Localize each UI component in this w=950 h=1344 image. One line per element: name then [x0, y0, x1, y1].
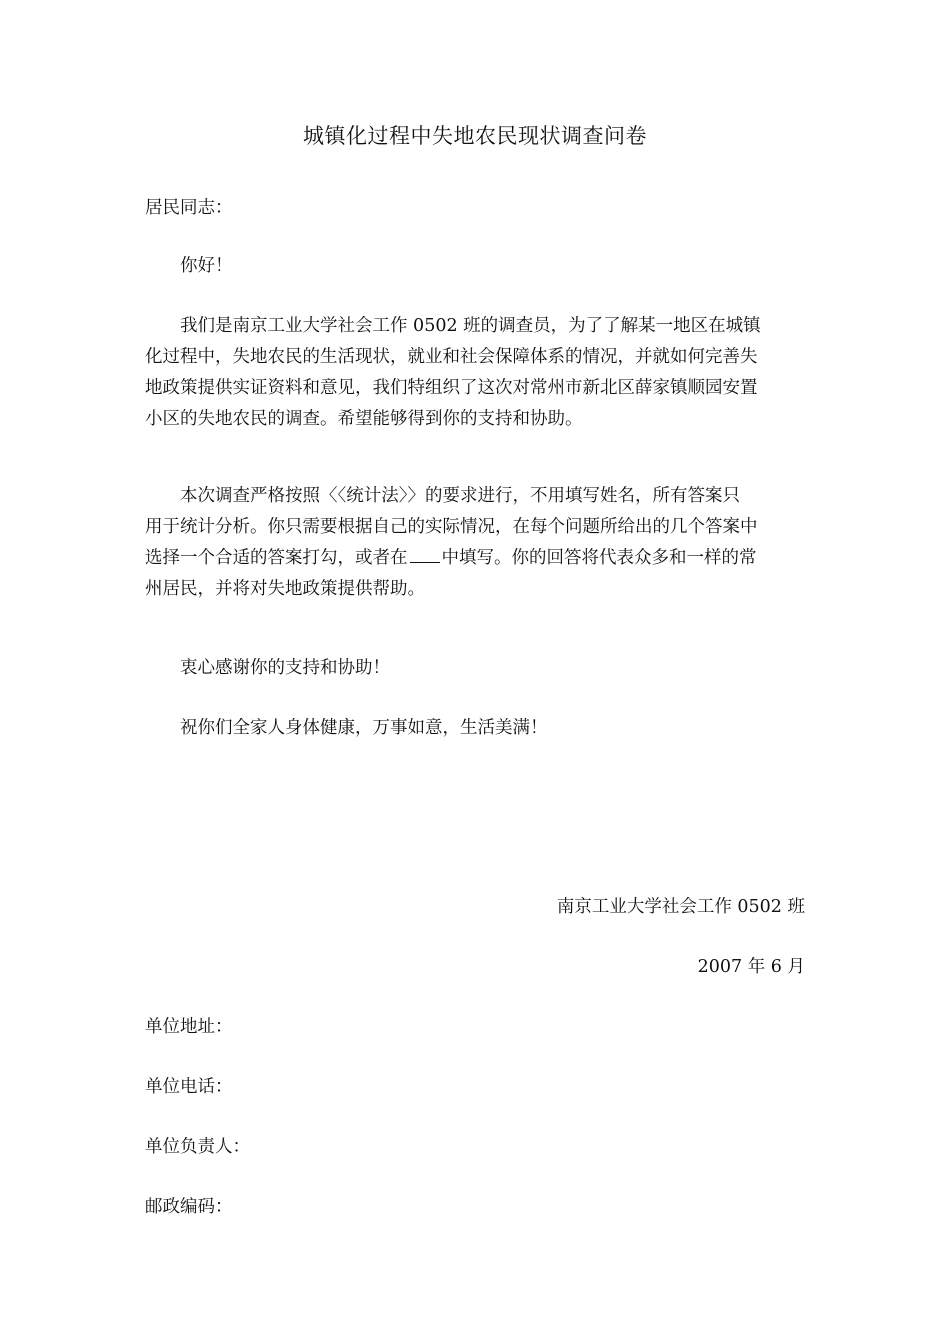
signature: 南京工业大学社会工作 0502 班 [556, 897, 805, 917]
intro-line-2: 化过程中，失地农民的生活现状，就业和社会保障体系的情况，并就如何完善失 [145, 347, 758, 367]
thanks-line: 衷心感谢你的支持和协助！ [180, 658, 390, 678]
instructions-line-3-after: 中填写。你的回答将代表众多和一样的常 [441, 548, 757, 568]
hello-line: 你好！ [180, 256, 233, 276]
instructions-line-2: 用于统计分析。你只需要根据自己的实际情况，在每个问题所给出的几个答案中 [145, 517, 758, 537]
instructions-line-1: 本次调查严格按照〈〈统计法〉〉的要求进行，不用填写姓名，所有答案只 [180, 486, 740, 506]
field-address: 单位地址： [145, 1017, 233, 1037]
instructions-paragraph [145, 481, 810, 605]
fill-in-blank [410, 546, 440, 563]
instructions-line-3-before: 选择一个合适的答案打勾，或者在 [145, 548, 408, 568]
intro-line-4: 小区的失地农民的调查。希望能够得到你的支持和协助。 [145, 409, 583, 429]
instructions-line-3 [145, 543, 810, 574]
field-postcode: 邮政编码： [145, 1197, 233, 1217]
intro-line-3: 地政策提供实证资料和意见，我们特组织了这次对常州市新北区薛家镇顺园安置 [145, 378, 758, 398]
instructions-line-4: 州居民，并将对失地政策提供帮助。 [145, 579, 425, 599]
field-phone: 单位电话： [145, 1077, 233, 1097]
wishes-line: 祝你们全家人身体健康，万事如意，生活美满！ [180, 718, 548, 738]
field-leader: 单位负责人： [145, 1137, 250, 1157]
intro-paragraph [145, 311, 810, 435]
date: 2007 年 6 月 [697, 957, 805, 977]
document-title: 城镇化过程中失地农民现状调查问卷 [303, 124, 647, 148]
greeting: 居民同志： [145, 198, 233, 218]
intro-line-1: 我们是南京工业大学社会工作 0502 班的调查员，为了了解某一地区在城镇 [180, 316, 761, 336]
